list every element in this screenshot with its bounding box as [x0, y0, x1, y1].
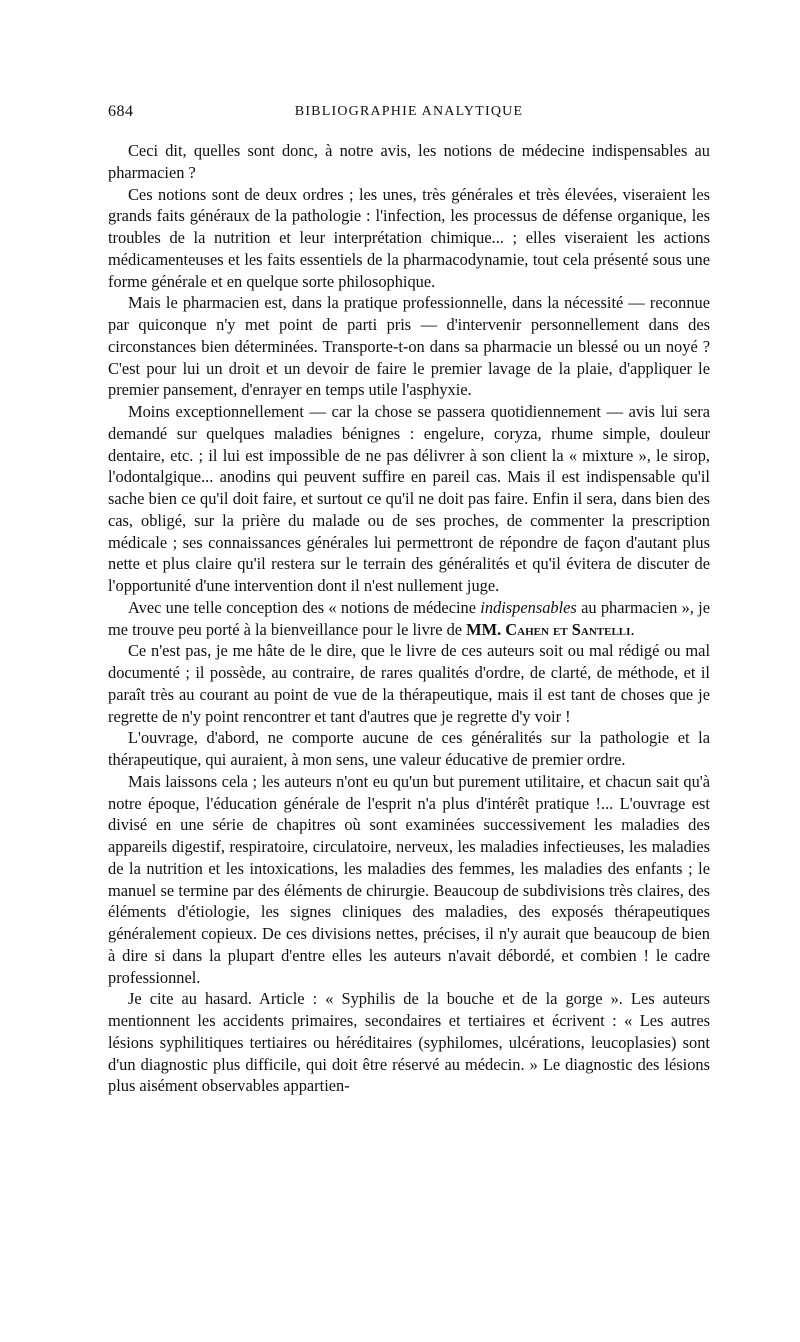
paragraph: Ces notions sont de deux ordres ; les unes, très générales et très élevées, viseraient les grands faits généraux de la pathologie : l'infection, les processus de défense organique, les troubles de la nutrition et leur interprétation chimique... ; elles viseraient les actions médicamenteuses et les faits essentiels de la pharmacodynamie, tout cela présenté sous une forme générale et en quelque sorte philosophique.	[108, 184, 710, 291]
paragraph: Je cite au hasard. Article : « Syphilis de la bouche et de la gorge ». Les auteurs mentionnent les accidents primaires, secondaires et tertiaires et écrivent : « Les autres lésions syphilitiques tertiaires ou héréditaires (syphilomes, ulcérations, leucoplasies) sont d'un diagnostic plus difficile, qui doit être réservé au médecin. » Le diagnostic des lésions plus aisément observables appartien-	[108, 989, 710, 1096]
paragraph	[108, 597, 710, 641]
author-names: MM. Cahen et Santelli	[466, 619, 631, 639]
paragraph: Mais laissons cela ; les auteurs n'ont eu qu'un but purement utilitaire, et chacun sait qu'à notre époque, l'éducation générale de l'esprit n'a plus d'intérêt pratique !... L'ouvrage est divisé en une série de chapitres où sont examinées successivement les maladies des appareils digestif, respiratoire, circulatoire, nerveux, les maladies infectieuses, les maladies de la nutrition et les intoxications, les maladies des femmes, les maladies des enfants ; le manuel se termine par des éléments de chirurgie. Beaucoup de subdivisions très claires, des éléments d'étiologie, les signes cliniques des maladies, des exposés thérapeutiques généralement copieux. De ces divisions nettes, précises, il n'y aurait que beaucoup de bien à dire si dans la plupart d'entre elles les auteurs n'avait débordé, et combien ! le cadre professionnel.	[108, 771, 710, 987]
paragraph: L'ouvrage, d'abord, ne comporte aucune de ces généralités sur la pathologie et la thérapeutique, qui auraient, à mon sens, une valeur éducative de premier ordre.	[108, 728, 710, 769]
paragraph: Mais le pharmacien est, dans la pratique professionnelle, dans la nécessité — reconnue par quiconque n'y met point de parti pris — d'intervenir personnellement dans des circonstances bien déterminées. Transporte-t-on dans sa pharmacie un blessé ou un noyé ? C'est pour lui un droit et un devoir de faire le premier lavage de la plaie, d'appliquer le premier pansement, d'enrayer en temps utile l'asphyxie.	[108, 293, 710, 400]
paragraph: Ce n'est pas, je me hâte de le dire, que le livre de ces auteurs soit ou mal rédigé ou mal documenté ; il possède, au contraire, de rares qualités d'ordre, de clarté, de méthode, et il paraît très au courant au point de vue de la thérapeutique, mais il est tant de choses que je regrette de n'y point rencontrer et tant d'autres que je regrette d'y voir !	[108, 641, 710, 726]
page-header	[108, 103, 710, 127]
paragraph-text: .	[630, 619, 635, 639]
article-body	[108, 140, 710, 1097]
paragraph-text: au pharmacien », je me trouve peu porté à la bienveillance pour le livre de	[108, 597, 711, 639]
paragraph: Ceci dit, quelles sont donc, à notre avis, les notions de médecine indispensables au pharmacien ?	[108, 141, 710, 182]
paragraph: Moins exceptionnellement — car la chose se passera quotidiennement — avis lui sera demandé sur quelques maladies bénignes : engelure, coryza, rhume simple, douleur dentaire, etc. ; il lui est impossible de ne pas délivrer à son client la « mixture », le sirop, l'odontalgique... anodins qui peuvent suffire en pareil cas. Mais il est indispensable qu'il sache bien ce qu'il doit faire, et surtout ce qu'il ne doit pas faire. Enfin il sera, dans bien des cas, obligé, sur la prière du malade ou de ses proches, de commenter la prescription médicale ; ses connaissances générales lui permettront de répondre de façon d'autant plus nette et plus claire qu'il restera sur le terrain des généralités et qu'il évitera de discuter de l'opportunité d'une intervention dont il n'est nullement juge.	[108, 402, 710, 595]
page-number: 684	[108, 103, 134, 120]
emphasis-text: indispensables	[480, 597, 577, 617]
running-head: BIBLIOGRAPHIE ANALYTIQUE	[294, 104, 524, 119]
paragraph-text: Avec une telle conception des « notions de médecine	[128, 597, 481, 617]
